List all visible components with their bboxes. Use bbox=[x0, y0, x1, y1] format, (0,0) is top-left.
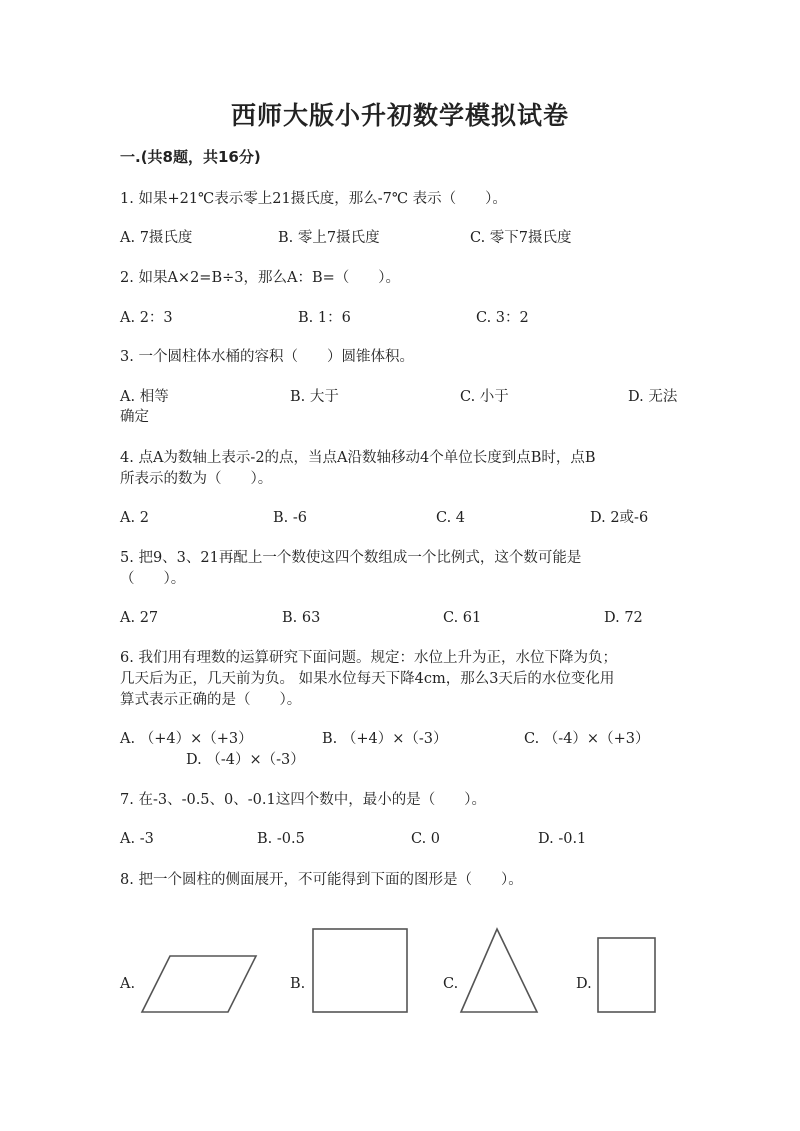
question-6-line-2: 几天后为正，几天前为负。 如果水位每天下降4cm，那么3天后的水位变化用 bbox=[120, 671, 615, 687]
q8-shapes bbox=[0, 900, 800, 1030]
question-4-line-1: 4. 点A为数轴上表示-2的点，当点A沿数轴移动4个单位长度到点B时，点B bbox=[120, 450, 596, 466]
q4-option-b: B. -6 bbox=[273, 510, 307, 526]
q5-option-d: D. 72 bbox=[604, 610, 643, 626]
q2-option-a: A. 2：3 bbox=[120, 310, 173, 326]
q2-option-c: C. 3：2 bbox=[476, 310, 529, 326]
q6-option-d: D. （-4）×（-3） bbox=[186, 752, 305, 768]
question-5-line-2: （ ）。 bbox=[120, 571, 186, 587]
parallelogram-shape bbox=[142, 956, 256, 1012]
q3-option-d: D. 无法 bbox=[628, 389, 678, 405]
q2-option-b: B. 1：6 bbox=[298, 310, 351, 326]
q4-option-a: A. 2 bbox=[120, 510, 149, 526]
q5-option-a: A. 27 bbox=[120, 610, 159, 626]
question-1: 1. 如果+21℃表示零上21摄氏度，那么-7℃ 表示（ ）。 bbox=[120, 191, 507, 207]
q3-option-c: C. 小于 bbox=[460, 389, 509, 405]
question-7: 7. 在-3、-0.5、0、-0.1这四个数中，最小的是（ ）。 bbox=[120, 792, 486, 808]
q7-option-a: A. -3 bbox=[120, 831, 154, 847]
q6-option-c: C. （-4）×（+3） bbox=[524, 731, 650, 747]
question-5-line-1: 5. 把9、3、21再配上一个数使这四个数组成一个比例式，这个数可能是 bbox=[120, 550, 582, 566]
q8-option-c: C. bbox=[443, 976, 459, 992]
question-4-line-2: 所表示的数为（ ）。 bbox=[120, 471, 273, 487]
q3-option-a: A. 相等 bbox=[120, 389, 169, 405]
q8-option-b: B. bbox=[290, 976, 306, 992]
q3-option-b: B. 大于 bbox=[290, 389, 339, 405]
rectangle-shape bbox=[598, 938, 655, 1012]
question-6-line-3: 算式表示正确的是（ ）。 bbox=[120, 692, 302, 708]
question-3: 3. 一个圆柱体水桶的容积（ ）圆锥体积。 bbox=[120, 349, 414, 365]
section-heading: 一.(共8题，共16分) bbox=[120, 148, 261, 166]
q4-option-d: D. 2或-6 bbox=[590, 510, 649, 526]
q7-option-b: B. -0.5 bbox=[257, 831, 305, 847]
q8-option-d: D. bbox=[576, 976, 592, 992]
q6-option-a: A. （+4）×（+3） bbox=[120, 731, 253, 747]
q7-option-d: D. -0.1 bbox=[538, 831, 587, 847]
q5-option-b: B. 63 bbox=[282, 610, 321, 626]
square-shape bbox=[313, 929, 407, 1012]
triangle-shape bbox=[461, 929, 537, 1012]
q7-option-c: C. 0 bbox=[411, 831, 441, 847]
q8-option-a: A. bbox=[120, 976, 136, 992]
page-title: 西师大版小升初数学模拟试卷 bbox=[230, 101, 569, 130]
q3-option-d-wrap: 确定 bbox=[120, 409, 149, 425]
q1-option-b: B. 零上7摄氏度 bbox=[278, 230, 380, 246]
q1-option-a: A. 7摄氏度 bbox=[120, 230, 193, 246]
q6-option-b: B. （+4）×（-3） bbox=[322, 731, 448, 747]
q5-option-c: C. 61 bbox=[443, 610, 482, 626]
q4-option-c: C. 4 bbox=[436, 510, 466, 526]
question-6-line-1: 6. 我们用有理数的运算研究下面问题。规定：水位上升为正，水位下降为负； bbox=[120, 650, 617, 666]
question-2: 2. 如果A×2=B÷3，那么A：B=（ ）。 bbox=[120, 270, 400, 286]
q1-option-c: C. 零下7摄氏度 bbox=[470, 230, 572, 246]
question-8: 8. 把一个圆柱的侧面展开，不可能得到下面的图形是（ ）。 bbox=[120, 872, 523, 888]
